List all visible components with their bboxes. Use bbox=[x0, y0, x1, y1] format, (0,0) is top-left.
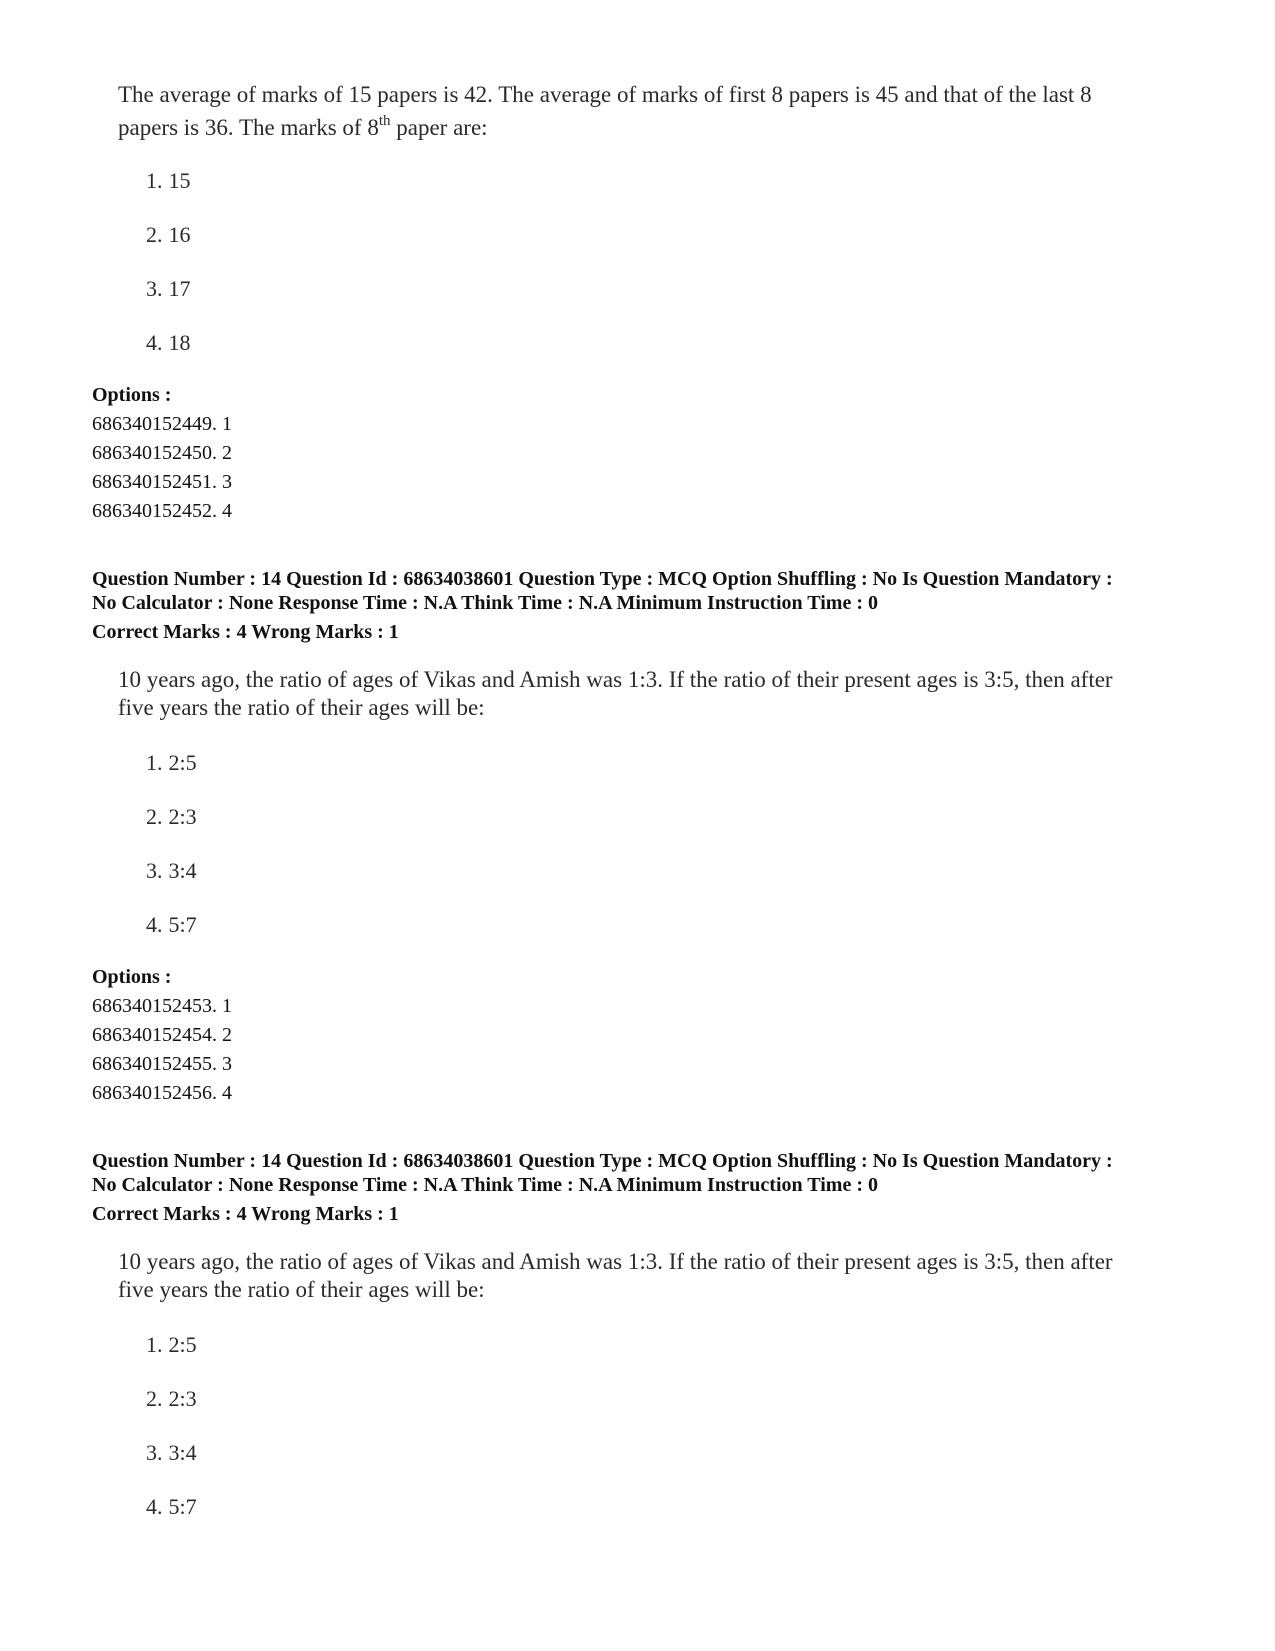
question-13-text-end: paper are: bbox=[390, 115, 488, 140]
question-13-choice-2: 2. 16 bbox=[146, 222, 191, 247]
question-14b-choice-3: 3. 3:4 bbox=[146, 1440, 197, 1465]
question-13-option-2: 686340152450. 2 bbox=[92, 442, 232, 464]
question-14b-meta-line-1: Question Number : 14 Question Id : 68634038601 Question Type : MCQ Option Shuffling : No Is Question Mandatory : bbox=[92, 1150, 1113, 1172]
question-14a-text: 10 years ago, the ratio of ages of Vikas and Amish was 1:3. If the ratio of their present ages is 3:5, then after five years the ratio of their ages will be: bbox=[118, 667, 1113, 720]
question-14b-meta-line-2: No Calculator : None Response Time : N.A Think Time : N.A Minimum Instruction Time : 0 bbox=[92, 1174, 878, 1196]
question-14b-choice-4: 4. 5:7 bbox=[146, 1494, 197, 1519]
question-14a-option-1: 686340152453. 1 bbox=[92, 995, 232, 1017]
question-14a-choice-3: 3. 3:4 bbox=[146, 858, 197, 883]
question-13-choice-4: 4. 18 bbox=[146, 330, 191, 355]
question-14a-option-3: 686340152455. 3 bbox=[92, 1053, 232, 1075]
question-14a-choice-4: 4. 5:7 bbox=[146, 912, 197, 937]
question-13-text bbox=[118, 78, 1148, 144]
question-14a-meta-line-2: No Calculator : None Response Time : N.A Think Time : N.A Minimum Instruction Time : 0 bbox=[92, 592, 878, 614]
question-14a-marks: Correct Marks : 4 Wrong Marks : 1 bbox=[92, 621, 399, 643]
question-13-option-1: 686340152449. 1 bbox=[92, 413, 232, 435]
question-13-text-sup: th bbox=[378, 113, 391, 129]
question-14a-option-2: 686340152454. 2 bbox=[92, 1024, 232, 1046]
question-14a-choice-2: 2. 2:3 bbox=[146, 804, 197, 829]
question-14b-choice-1: 1. 2:5 bbox=[146, 1332, 197, 1357]
question-13-choice-1: 1. 15 bbox=[146, 168, 191, 193]
question-13-text-main: The average of marks of 15 papers is 42. The average of marks of first 8 papers is 45 and that of the last 8 papers is 36. The marks of 8 bbox=[118, 82, 1092, 140]
question-13-options-heading: Options : bbox=[92, 384, 172, 406]
question-14b-choice-2: 2. 2:3 bbox=[146, 1386, 197, 1411]
question-14a-options-heading: Options : bbox=[92, 966, 172, 988]
question-14a-option-4: 686340152456. 4 bbox=[92, 1082, 232, 1104]
question-14b-text: 10 years ago, the ratio of ages of Vikas and Amish was 1:3. If the ratio of their present ages is 3:5, then after five years the ratio of their ages will be: bbox=[118, 1249, 1113, 1302]
question-13-option-3: 686340152451. 3 bbox=[92, 471, 232, 493]
question-14b-marks: Correct Marks : 4 Wrong Marks : 1 bbox=[92, 1203, 399, 1225]
question-14a-choice-1: 1. 2:5 bbox=[146, 750, 197, 775]
question-14a-meta-line-1: Question Number : 14 Question Id : 68634038601 Question Type : MCQ Option Shuffling : No Is Question Mandatory : bbox=[92, 568, 1113, 590]
question-13-choice-3: 3. 17 bbox=[146, 276, 191, 301]
question-13-option-4: 686340152452. 4 bbox=[92, 500, 232, 522]
